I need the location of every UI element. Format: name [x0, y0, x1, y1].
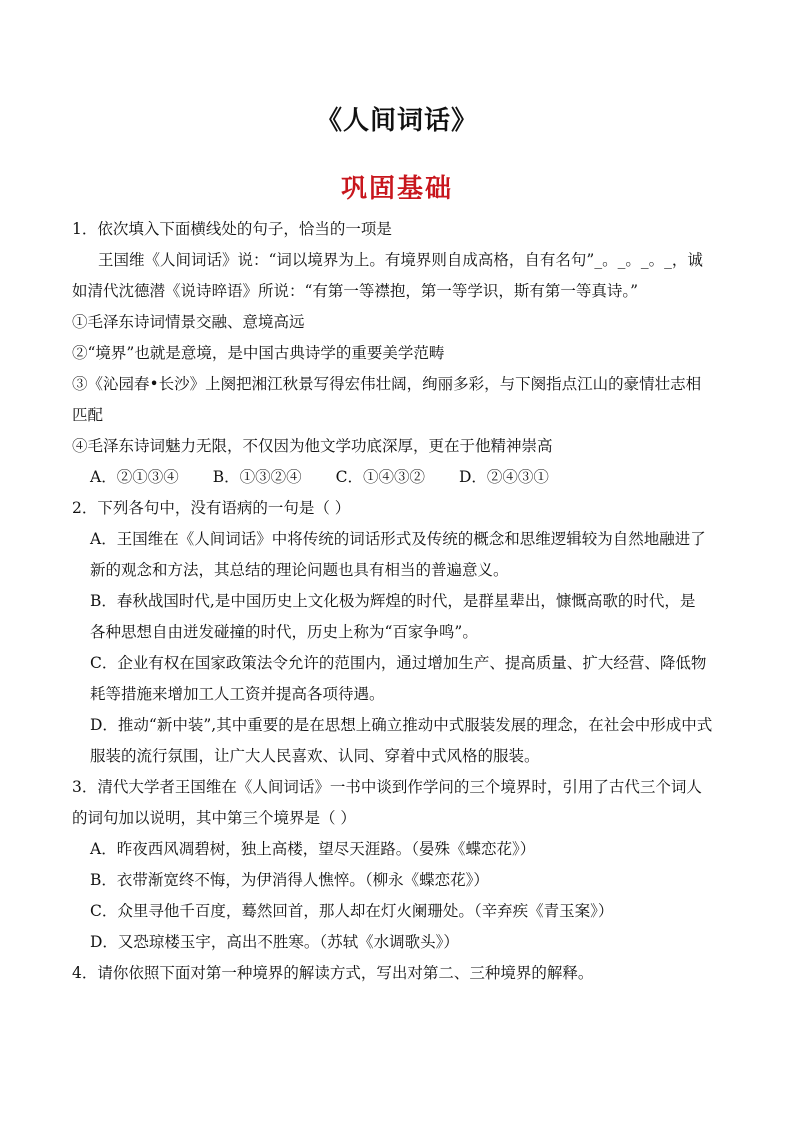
section-heading: 巩固基础 — [340, 174, 453, 204]
q1-item-3-line-1: ③《沁园春•长沙》上阕把湘江秋景写得宏伟壮阔，绚丽多彩，与下阕指点江山的豪情壮志相 — [72, 375, 702, 393]
q1-item-3-line-2: 匹配 — [72, 406, 104, 424]
q3-option-c: C．众里寻他千百度，蓦然回首，那人却在灯火阑珊处。（辛弃疾《青玉案》） — [90, 902, 614, 920]
q3-option-d: D．又恐琼楼玉宇，高出不胜寒。（苏轼《水调歌头》） — [90, 933, 459, 951]
q2-option-d-line-1: D．推动“新中装”,其中重要的是在思想上确立推动中式服装发展的理念，在社会中形成中式 — [90, 716, 713, 734]
q1-passage-line-1: 王国维《人间词话》说：“词以境界为上。有境界则自成高格，自有名句”_。_。_。_，诚 — [98, 251, 703, 269]
q2-option-b-line-1: B．春秋战国时代,是中国历史上文化极为辉煌的时代，是群星辈出，慷慨高歌的时代，是 — [90, 592, 696, 610]
q2-option-c-line-2: 耗等措施来增加工人工资并提高各项待遇。 — [90, 685, 385, 703]
q1-item-2: ②“境界”也就是意境，是中国古典诗学的重要美学范畴 — [72, 344, 445, 362]
q2-option-a-line-1: A．王国维在《人间词话》中将传统的词话形式及传统的概念和思维逻辑较为自然地融进了 — [90, 530, 706, 548]
q1-option-b: B．①③②④ — [212, 468, 302, 486]
q1-option-c: C．①④③② — [335, 468, 425, 486]
q2-option-d-line-2: 服装的流行氛围，让广大人民喜欢、认同、穿着中式风格的服装。 — [90, 747, 540, 765]
q1-passage-line-2: 如清代沈德潜《说诗晬语》所说：“有第一等襟抱，第一等学识，斯有第一等真诗。” — [72, 282, 639, 300]
q2-stem: 2．下列各句中，没有语病的一句是（ ） — [72, 499, 351, 517]
page-title: 《人间词话》 — [315, 106, 478, 136]
q1-item-4: ④毛泽东诗词魅力无限，不仅因为他文学功底深厚，更在于他精神崇高 — [72, 437, 553, 455]
q1-option-d: D．②④③① — [458, 468, 549, 486]
q3-option-a: A．昨夜西风凋碧树，独上高楼，望尽天涯路。（晏殊《蝶恋花》） — [90, 840, 536, 858]
q1-stem: 1．依次填入下面横线处的句子，恰当的一项是 — [72, 220, 392, 238]
q3-option-b: B．衣带渐宽终不悔，为伊消得人憔悴。（柳永《蝶恋花》） — [90, 871, 489, 889]
q4-stem: 4．请你依照下面对第一种境界的解读方式，写出对第二、三种境界的解释。 — [72, 964, 594, 982]
q2-option-c-line-1: C．企业有权在国家政策法令允许的范围内，通过增加生产、提高质量、扩大经营、降低物 — [90, 654, 707, 672]
q2-option-a-line-2: 新的观念和方法，其总结的理论问题也具有相当的普遍意义。 — [90, 561, 509, 579]
q1-option-a: A．②①③④ — [90, 468, 179, 486]
q3-stem-line-2: 的词句加以说明，其中第三个境界是（ ） — [72, 809, 356, 827]
q1-options — [72, 462, 724, 493]
document-body — [72, 214, 724, 989]
q2-option-b-line-2: 各种思想自由迸发碰撞的时代，历史上称为“百家争鸣”。 — [90, 623, 478, 641]
q1-item-1: ①毛泽东诗词情景交融、意境高远 — [72, 313, 305, 331]
q3-stem-line-1: 3．清代大学者王国维在《人间词话》一书中谈到作学问的三个境界时，引用了古代三个词人 — [72, 778, 702, 796]
